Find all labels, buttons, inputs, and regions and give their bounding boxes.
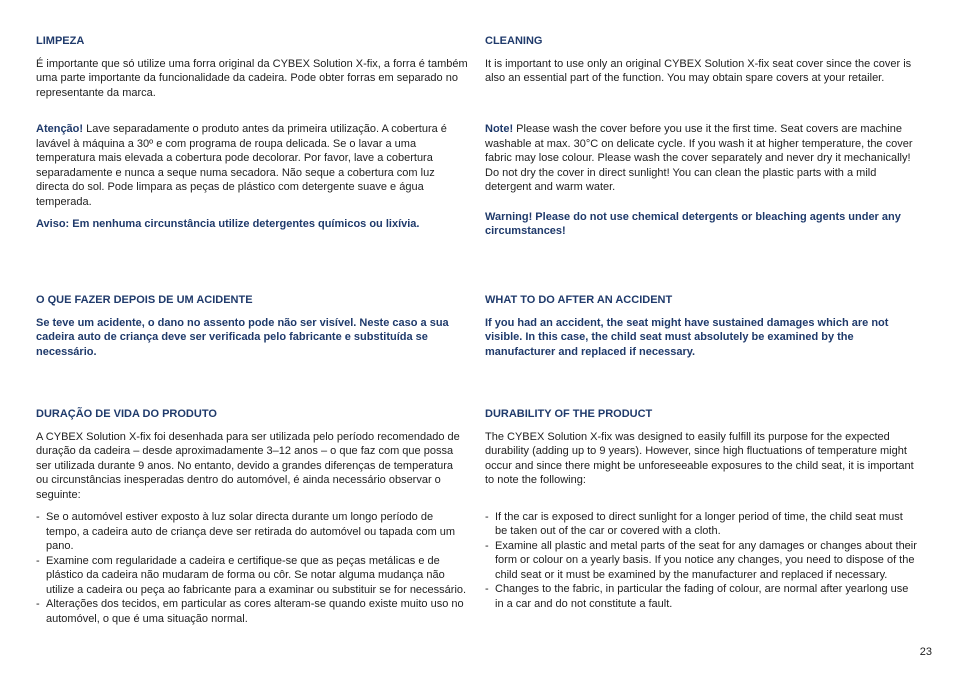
warning-text-pt: Aviso: Em nenhuma circunstância utilize detergentes químicos ou lixívia. (36, 218, 420, 230)
cleaning-section-pt (36, 34, 468, 100)
durability-text-en: The CYBEX Solution X-fix was designed to easily fulfill its purpose for the expected durability (adding up to 9 years). However, since high fluctuations of temperature might occur and since there might be unforeseeable exposures to the child seat, it is important to note the following: (485, 430, 914, 486)
accident-text-en: If you had an accident, the seat might have sustained damages which are not visible. In this case, the child seat must absolutely be examined by the manufacturer and replaced if necessary. (485, 316, 889, 358)
durability-list-pt (36, 510, 468, 626)
durability-section-en (485, 407, 917, 611)
list-item: - Se o automóvel estiver exposto à luz solar directa durante um longo período de tempo, a cadeira auto de criança deve ser retirada do automóvel ou tapada com um pano. (36, 510, 468, 554)
cleaning-heading-en: CLEANING (485, 35, 543, 47)
attention-text-pt: Lave separadamente o produto antes da primeira utilização. A cobertura é lavável à máquina a 30º e com programa de roupa delicada. Se o lavar a uma temperatura mais elevada a cobertura pode decolorar. Por favor, lave a cobertura separadamente e nunca a seque numa secadora. Não seque a cobertura com luz directa do sol. Pode limpara as peças de plástico com detergente suave e água temperada. (36, 123, 447, 208)
attention-section-en (485, 122, 917, 239)
list-item: - Changes to the fabric, in particular the fading of colour, are normal after yearlong use in a car and do not constitute a fault. (485, 582, 917, 611)
cleaning-heading-pt: LIMPEZA (36, 35, 85, 47)
attention-label-pt: Atenção! (36, 123, 84, 135)
accident-section-en (485, 293, 917, 359)
list-item: - Examine com regularidade a cadeira e certifique-se que as peças metálicas e de plástico da cadeira não mudaram de forma ou côr. Se notar alguma mudança não utilize a cadeira ou peça ao fabricante para a examinar ou substituir se for necessário. (36, 554, 468, 598)
durability-text-pt: A CYBEX Solution X-fix foi desenhada para ser utilizada pelo período recomendado de duração da cadeira – desde aproximadamente 3–12 anos – o que faz com que possa ser utilizada durante 9 anos. No entanto, devido a grandes diferenças de temperatura ou circunstâncias inesperadas dentro do automóvel, é ainda necessário observar o seguinte: (36, 430, 460, 501)
accident-text-pt: Se teve um acidente, o dano no assento pode não ser visível. Neste caso a sua cadeira auto de criança deve ser verificada pelo fabricante e substituída se necessário. (36, 316, 449, 358)
attention-paragraph-en (485, 122, 917, 195)
list-item: - If the car is exposed to direct sunlight for a longer period of time, the child seat must be taken out of the car or covered with a cloth. (485, 510, 917, 539)
cleaning-text-pt: É importante que só utilize uma forra original da CYBEX Solution X-fix, a forra é também uma parte importante da funcionalidade da cadeira. Pode obter forras em separado no representante da marca. (36, 57, 468, 99)
warning-text-en: Warning! Please do not use chemical detergents or bleaching agents under any circumstances! (485, 210, 901, 237)
durability-heading-pt: DURAÇÃO DE VIDA DO PRODUTO (36, 408, 217, 420)
note-text-en: Please wash the cover before you use it the first time. Seat covers are machine washable at max. 30°C on delicate cycle. If you wash it at higher temperature, the cover fabric may lose colour. Please wash the cover separately and never dry it mechanically! Do not dry the cover in direct sunlight! You can clean the plastic parts with a mild detergent and warm water. (485, 123, 913, 193)
list-item: - Alterações dos tecidos, em particular as cores alteram-se quando existe muito uso no automóvel, o que é uma situação normal. (36, 597, 468, 626)
page-number: 23 (919, 646, 932, 658)
attention-paragraph-pt (36, 122, 468, 209)
list-item: - Examine all plastic and metal parts of the seat for any damages or changes about their form or colour on a yearly basis. If you notice any changes, you need to dispose of the child seat or it must be examined by the manufacturer and replaced if necessary. (485, 539, 917, 583)
accident-section-pt (36, 293, 468, 359)
durability-heading-en: DURABILITY OF THE PRODUCT (485, 408, 653, 420)
durability-section-pt (36, 407, 468, 626)
accident-heading-en: WHAT TO DO AFTER AN ACCIDENT (485, 294, 673, 306)
note-label-en: Note! (485, 123, 514, 135)
cleaning-section-en (485, 34, 917, 86)
cleaning-text-en: It is important to use only an original CYBEX Solution X-fix seat cover since the cover is also an essential part of the function. You may obtain spare covers at your retailer. (485, 57, 912, 84)
durability-list-en (485, 510, 917, 612)
attention-section-pt (36, 122, 468, 232)
accident-heading-pt: O QUE FAZER DEPOIS DE UM ACIDENTE (36, 294, 253, 306)
